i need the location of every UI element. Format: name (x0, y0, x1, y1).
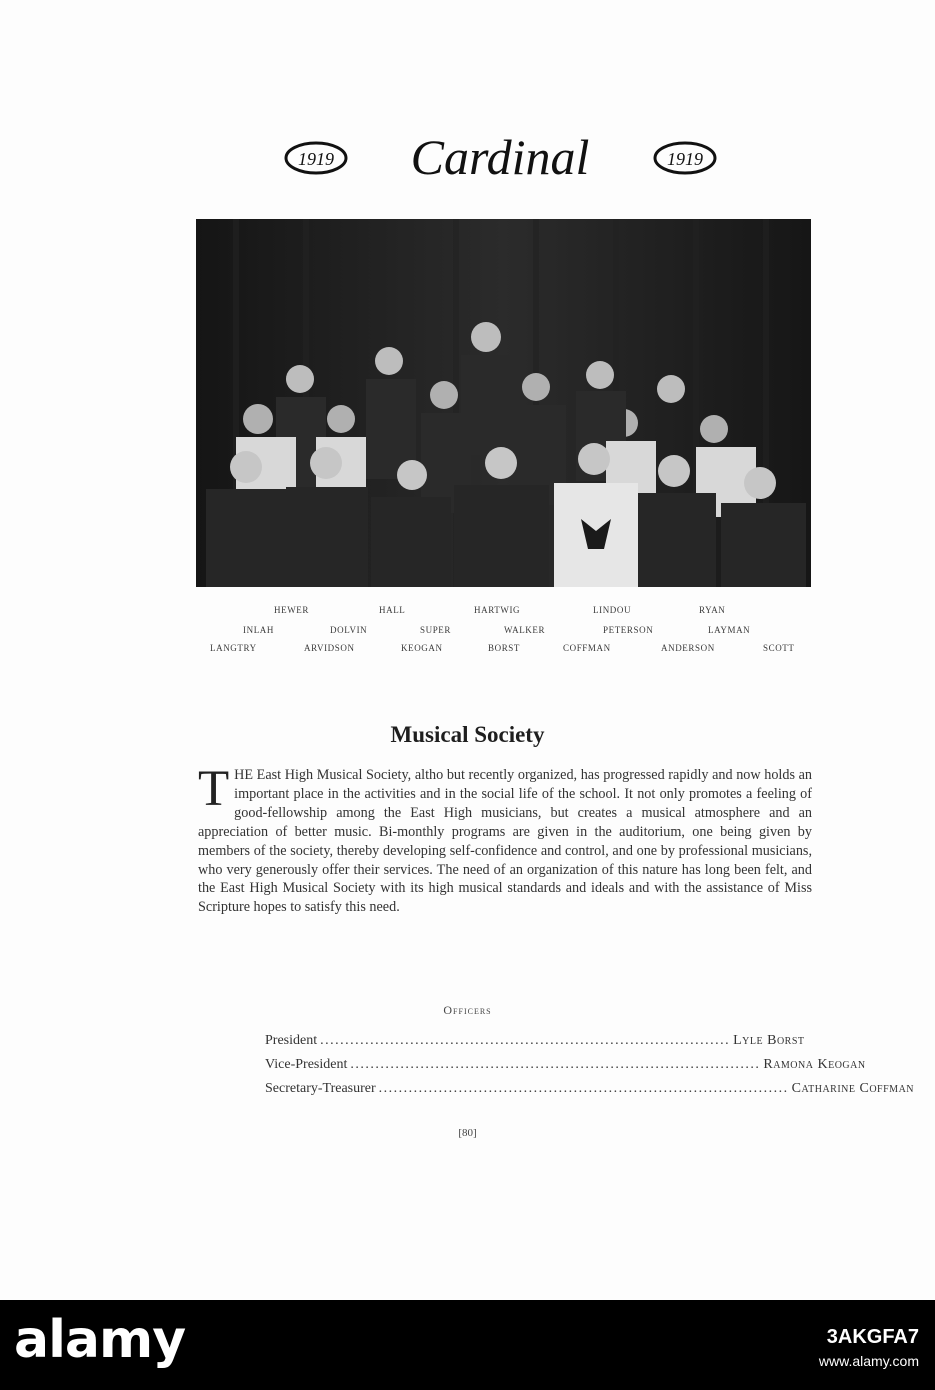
name-label: BORST (488, 643, 521, 653)
officer-role: Secretary-Treasurer (265, 1081, 376, 1096)
alamy-logo: alamy (14, 1310, 186, 1370)
name-label: WALKER (504, 625, 546, 635)
year-right: 1919 (667, 149, 703, 169)
name-label: LINDOU (593, 605, 632, 615)
name-label: SCOTT (763, 643, 795, 653)
name-label: DOLVIN (330, 625, 368, 635)
image-id: 3AKGFA7 (826, 1326, 919, 1348)
group-photo-svg (196, 219, 811, 587)
officer-row (265, 1057, 866, 1073)
year-left: 1919 (298, 149, 334, 169)
watermark-info (819, 1326, 919, 1369)
name-label: HARTWIG (474, 605, 521, 615)
group-photo (196, 219, 811, 587)
officer-name: Lyle Borst (733, 1033, 805, 1048)
name-label: HALL (379, 605, 406, 615)
cardinal-header-logo (283, 128, 718, 188)
article-title: Musical Society (390, 722, 545, 747)
leader-dots: .................................................................................. (320, 1033, 731, 1048)
name-label: PETERSON (603, 625, 654, 635)
name-label: ANDERSON (661, 643, 715, 653)
watermark-bar (0, 1300, 935, 1390)
officer-row (265, 1033, 805, 1049)
photo-caption-names (196, 603, 811, 657)
cardinal-logo-svg (283, 128, 718, 188)
cardinal-title: Cardinal (410, 129, 590, 185)
name-label: KEOGAN (401, 643, 443, 653)
officer-name: Catharine Coffman (791, 1081, 915, 1096)
leader-dots: .................................................................................. (350, 1057, 761, 1072)
watermark-url: www.alamy.com (818, 1353, 919, 1369)
officers-heading: Officers (443, 1003, 492, 1017)
name-label: COFFMAN (563, 643, 611, 653)
name-label: ARVIDSON (304, 643, 355, 653)
name-label: INLAH (243, 625, 274, 635)
officer-role: President (265, 1033, 318, 1048)
name-label: HEWER (274, 605, 309, 615)
drop-cap: T (198, 761, 230, 817)
article-text: HE East High Musical Society, altho but recently organized, has progressed rapidly and now holds an important place in the activities and in the social life of the school. It not only promotes a feeling of good-fellowship among the East High musicians, but creates a musical atmosphere and an appreciation of better music. Bi-monthly programs are given in the auditorium, one being given by members of the society, thereby developing self-confidence and control, and one by professional musicians, who very generously offer their services. The need of an organization of this nature has long been felt, and the East High Musical Society with its high musical standards and ideals and with the assistance of Miss Scripture hopes to satisfy this need. (198, 767, 812, 916)
article-body (198, 761, 812, 917)
officer-name: Ramona Keogan (763, 1057, 866, 1072)
name-label: LAYMAN (708, 625, 751, 635)
officer-row (265, 1081, 915, 1097)
leader-dots: .................................................................................. (378, 1081, 789, 1096)
name-label: RYAN (699, 605, 726, 615)
name-label: SUPER (420, 625, 452, 635)
page-number: [80] (458, 1127, 477, 1139)
officer-role: Vice-President (265, 1057, 348, 1072)
name-label: LANGTRY (210, 643, 257, 653)
